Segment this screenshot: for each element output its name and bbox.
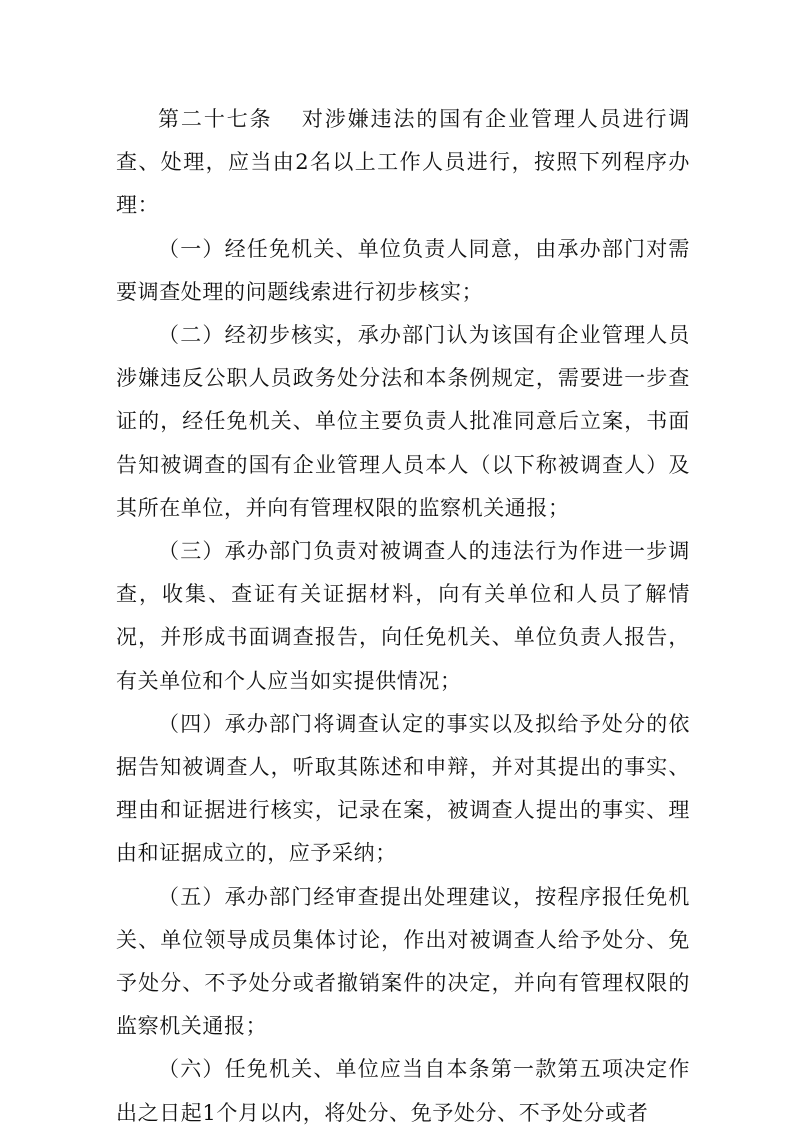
procedure-item-3: （三）承办部门负责对被调查人的违法行为作进一步调查，收集、查证有关证据材料，向有关单位和人员了解情况，并形成书面调查报告，向任免机关、单位负责人报告，有关单位和个人应当如实提供情况； bbox=[116, 539, 690, 693]
article-intro-text: 对涉嫌违法的国有企业管理人员进行调查、处理，应当由2名以上工作人员进行，按照下列程序办理： bbox=[116, 107, 690, 218]
procedure-item-1: （一）经任免机关、单位负责人同意，由承办部门对需要调查处理的问题线索进行初步核实； bbox=[116, 236, 690, 304]
procedure-item-6: （六）任免机关、单位应当自本条第一款第五项决定作出之日起1个月以内，将处分、免予处分、不予处分或者 bbox=[116, 1057, 690, 1125]
procedure-item-4: （四）承办部门将调查认定的事实以及拟给予处分的依据告知被调查人，听取其陈述和申辩，并对其提出的事实、理由和证据进行核实，记录在案，被调查人提出的事实、理由和证据成立的，应予采纳； bbox=[116, 711, 690, 866]
procedure-item-5: （五）承办部门经审查提出处理建议，按程序报任免机关、单位领导成员集体讨论，作出对被调查人给予处分、免予处分、不予处分或者撤销案件的决定，并向有管理权限的监察机关通报； bbox=[116, 884, 690, 1039]
document-body bbox=[116, 98, 690, 1135]
article-title: 第二十七条 bbox=[158, 107, 273, 131]
procedure-item-2: （二）经初步核实，承办部门认为该国有企业管理人员涉嫌违反公职人员政务处分法和本条例规定，需要进一步查证的，经任免机关、单位主要负责人批准同意后立案，书面告知被调查的国有企业管理人员本人（以下称被调查人）及其所在单位，并向有管理权限的监察机关通报； bbox=[116, 323, 690, 520]
article-paragraph bbox=[116, 98, 690, 228]
